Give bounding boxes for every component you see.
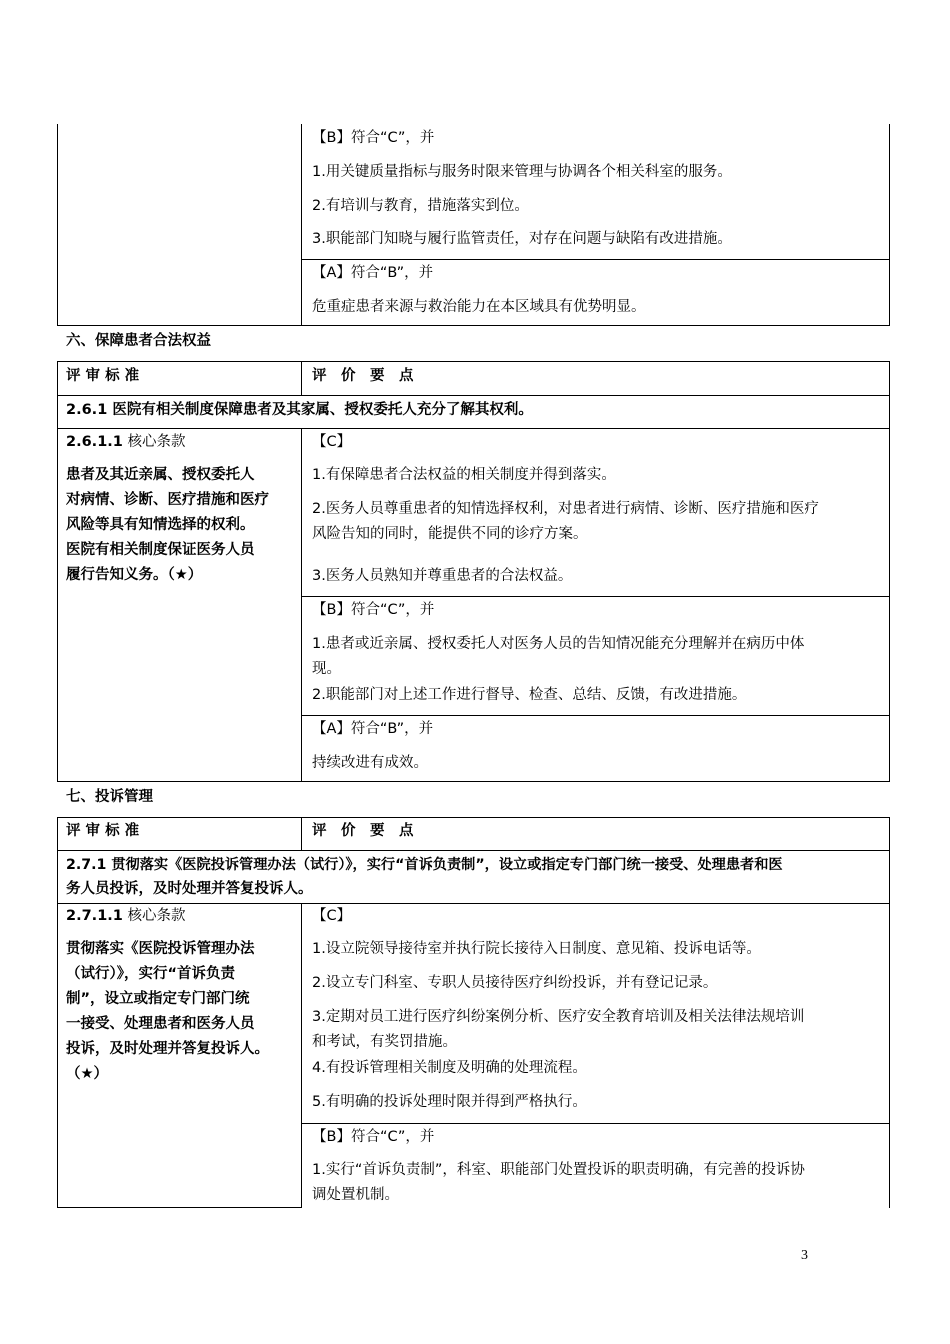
- section7-clause-line-2: （试行）》，实行“首诉负责: [66, 966, 236, 982]
- section6-a-head: 【A】符合“B”，并: [312, 721, 434, 737]
- section6-clause-line-2: 对病情、诊断、医疗措施和医疗: [66, 492, 269, 508]
- section7-clause-tag: 核心条款: [127, 908, 186, 924]
- section7-standard-line-2: 务人员投诉，及时处理并答复投诉人。: [66, 881, 313, 897]
- section7-clause-number: 2.7.1.1: [66, 908, 123, 924]
- section6-col-standard: 评 审 标 准: [66, 368, 140, 384]
- section7-c-item-5: 5.有明确的投诉处理时限并得到严格执行。: [312, 1094, 587, 1110]
- section6-b-item-1a: 1.患者或近亲属、授权委托人对医务人员的告知情况能充分理解并在病历中体: [312, 636, 805, 652]
- section7-clause-line-3: 制”，设立或指定专门部门统: [66, 991, 250, 1007]
- section7-clause-line-4: 一接受、处理患者和医务人员: [66, 1016, 255, 1032]
- section7-clause-line-5: 投诉，及时处理并答复投诉人。: [66, 1041, 269, 1057]
- section6-clause-line-5: 履行告知义务。（★）: [66, 567, 203, 583]
- section6-c-head: 【C】: [312, 434, 352, 450]
- section6-b-item-1b: 现。: [312, 661, 341, 677]
- section7-col-standard: 评 审 标 准: [66, 823, 140, 839]
- section7-b-head: 【B】符合“C”，并: [312, 1129, 435, 1145]
- section6-c-item-3: 3.医务人员熟知并尊重患者的合法权益。: [312, 568, 573, 584]
- section7-clause-line-1: 贯彻落实《医院投诉管理办法: [66, 941, 255, 957]
- section7-c-item-4: 4.有投诉管理相关制度及明确的处理流程。: [312, 1060, 587, 1076]
- section6-c-item-1: 1.有保障患者合法权益的相关制度并得到落实。: [312, 467, 616, 483]
- section6-clause-tag: 核心条款: [127, 434, 186, 450]
- section6-b-item-2: 2.职能部门对上述工作进行督导、检查、总结、反馈，有改进措施。: [312, 687, 747, 703]
- section7-b-item-1a: 1.实行“首诉负责制”，科室、职能部门处置投诉的职责明确，有完善的投诉协: [312, 1162, 805, 1178]
- section7-clause-line-6: （★）: [66, 1066, 108, 1082]
- section6-b-head: 【B】符合“C”，并: [312, 602, 435, 618]
- section6-clause-heading: [66, 432, 186, 452]
- top-a-item-1: 危重症患者来源与救治能力在本区域具有优势明显。: [312, 299, 646, 315]
- section6-col-points: 评 价 要 点: [312, 368, 414, 384]
- section7-standard-line-1: 2.7.1 贯彻落实《医院投诉管理办法（试行）》，实行“首诉负责制”，设立或指定专门部门统一接受、处理患者和医: [66, 857, 783, 873]
- page-number: 3: [801, 1248, 808, 1263]
- section7-c-item-1: 1.设立院领导接待室并执行院长接待入日制度、意见箱、投诉电话等。: [312, 941, 761, 957]
- section7-b-item-1b: 调处置机制。: [312, 1187, 399, 1203]
- top-b-item-3: 3.职能部门知晓与履行监管责任，对存在问题与缺陷有改进措施。: [312, 231, 732, 247]
- section6-c-item-2a: 2.医务人员尊重患者的知情选择权利，对患者进行病情、诊断、医疗措施和医疗: [312, 501, 819, 517]
- top-b-item-2: 2.有培训与教育，措施落实到位。: [312, 198, 529, 214]
- top-a-head: 【A】符合“B”，并: [312, 265, 434, 281]
- section6-clause-line-1: 患者及其近亲属、授权委托人: [66, 467, 255, 483]
- section7-clause-heading: [66, 906, 186, 926]
- section6-clause-number: 2.6.1.1: [66, 434, 123, 450]
- top-b-head: 【B】符合“C”，并: [312, 130, 435, 146]
- section7-c-head: 【C】: [312, 908, 352, 924]
- section7-c-item-3a: 3.定期对员工进行医疗纠纷案例分析、医疗安全教育培训及相关法律法规培训: [312, 1009, 805, 1025]
- section6-title: 六、保障患者合法权益: [66, 333, 211, 349]
- section6-c-item-2b: 风险告知的同时，能提供不同的诊疗方案。: [312, 526, 588, 542]
- section6-standard: 2.6.1 医院有相关制度保障患者及其家属、授权委托人充分了解其权利。: [66, 402, 533, 418]
- section7-title: 七、投诉管理: [66, 789, 153, 805]
- section7-col-points: 评 价 要 点: [312, 823, 414, 839]
- section7-c-item-3b: 和考试，有奖罚措施。: [312, 1034, 457, 1050]
- section7-c-item-2: 2.设立专门科室、专职人员接待医疗纠纷投诉，并有登记记录。: [312, 975, 718, 991]
- top-b-item-1: 1.用关键质量指标与服务时限来管理与协调各个相关科室的服务。: [312, 164, 732, 180]
- section6-clause-line-4: 医院有相关制度保证医务人员: [66, 542, 255, 558]
- section6-a-item-1: 持续改进有成效。: [312, 755, 428, 771]
- section6-clause-line-3: 风险等具有知情选择的权利。: [66, 517, 255, 533]
